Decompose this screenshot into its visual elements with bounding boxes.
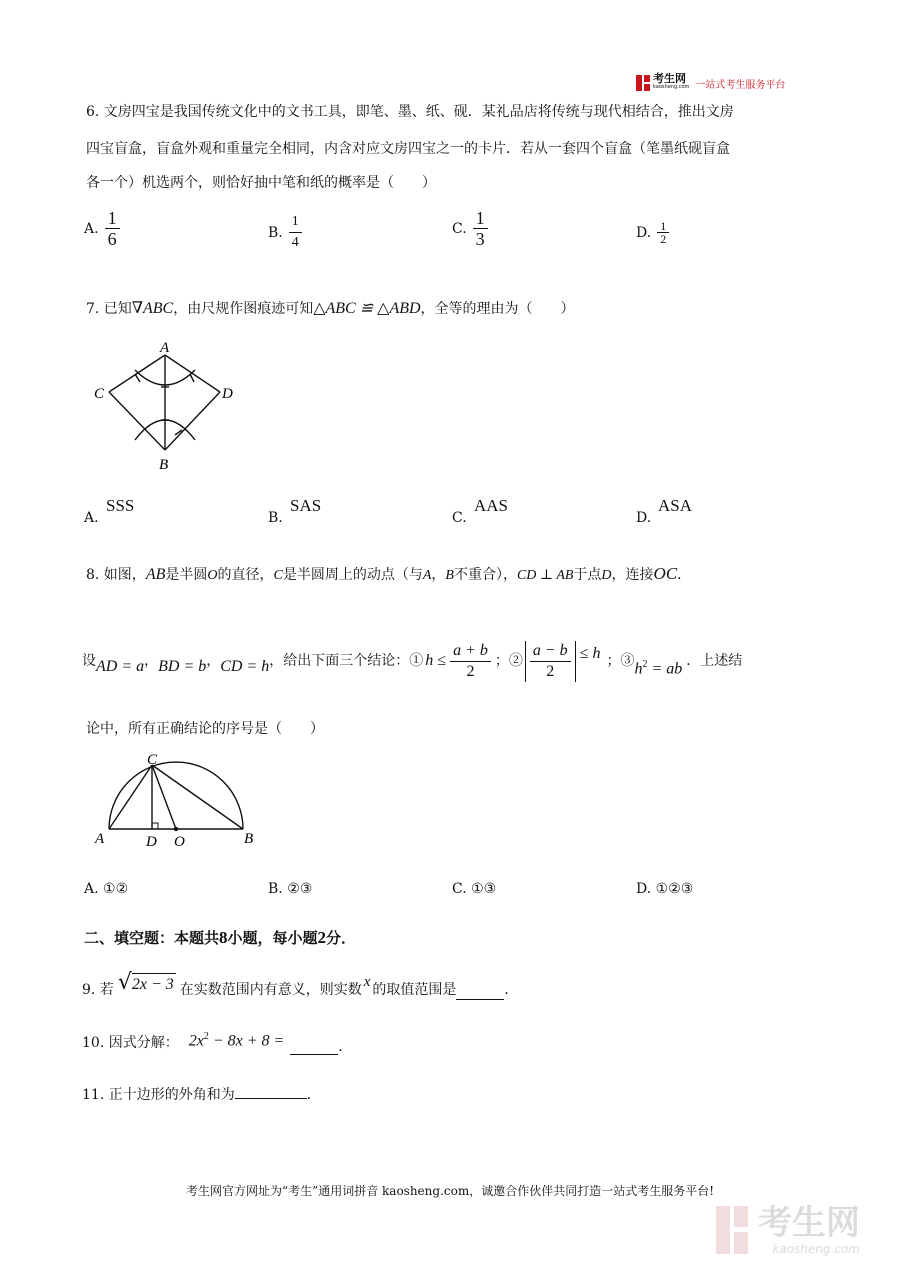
q8-conclusion-2-fraction: [530, 641, 571, 682]
q11-text: 11. 正十边形的外角和为: [82, 1087, 235, 1103]
header-slogan: 一站式考生服务平台: [695, 79, 786, 91]
q8-math: OC: [653, 564, 678, 583]
q6-line1: 6. 文房四宝是我国传统文化中的文书工具，即笔、墨、纸、砚．某礼品店将传统与现代相结合，推出文房: [86, 104, 734, 120]
q8-math: = ab: [647, 660, 683, 678]
q8-option-c[interactable]: [452, 879, 496, 899]
q10-expression: [189, 1027, 285, 1051]
q7-option-d-label: D.: [636, 510, 652, 526]
q8-text: ；②: [494, 653, 523, 669]
q8-text: 的直径，: [217, 567, 274, 583]
q6-option-c-fraction: [473, 208, 488, 249]
q8-text: 于点: [573, 567, 602, 583]
q8-math: D: [601, 568, 612, 583]
footer-text: 考生网官方网址为“考生”通用词拼音 kaosheng.com，诚邀合作伙伴共同打造一站式考生服务平台!: [185, 1184, 715, 1198]
q8-option-text: ①②: [103, 881, 129, 897]
q7-option-b-text: SAS: [290, 496, 322, 515]
watermark-cn: 考生网: [758, 1203, 860, 1243]
q8-math: AD = a: [96, 658, 145, 675]
q7-prefix: 7. 已知: [86, 301, 132, 317]
q8-text: 是半圆周上的动点（与: [282, 567, 423, 583]
q8-figure: [90, 748, 270, 852]
watermark-en: kaosheng.com: [772, 1242, 860, 1256]
q8-math: A: [422, 568, 432, 583]
right-angle-mark: [152, 823, 158, 829]
q8-math: B: [445, 568, 454, 583]
q9-text: 9. 若: [82, 982, 114, 998]
q7-suffix: ，全等的理由为（ ）: [420, 301, 575, 317]
q8-text: 是半圆: [165, 567, 208, 583]
q8-text: 不重合），: [453, 567, 517, 583]
fraction-numerator: 1: [657, 220, 669, 233]
q6-line3: 各一个）机选两个，则恰好抽中笔和纸的概率是（ ）: [86, 175, 436, 191]
q8-text: ，: [206, 653, 221, 669]
fraction-denominator: 6: [107, 229, 117, 249]
q8-exponent: 2: [642, 658, 648, 670]
q9-text: 的取值范围是: [372, 982, 457, 998]
q8-option-text: ②③: [287, 881, 313, 897]
q9-variable: x: [363, 974, 371, 990]
q8-option-label: A.: [84, 881, 99, 897]
q8-line3: 论中，所有正确结论的序号是（ ）: [86, 721, 324, 737]
fig8-label-a: A: [95, 831, 105, 847]
q9-text: 在实数范围内有意义，则实数: [179, 982, 362, 998]
section-text: 小题，每小题: [227, 929, 318, 947]
fraction-denominator: 4: [291, 235, 299, 250]
fraction-numerator: 1: [105, 208, 120, 229]
q6-option-b-label: B.: [268, 224, 283, 241]
q8-option-d[interactable]: [636, 879, 693, 899]
q8-option-label: C.: [452, 881, 467, 897]
section-2-title: [84, 928, 356, 948]
q7-option-b-label: B.: [268, 510, 283, 526]
q6-option-b[interactable]: [268, 212, 302, 253]
segment-ad: [165, 355, 220, 392]
q7-figure: [90, 340, 250, 475]
q8-conclusion-2-rel: ≤ h: [579, 645, 601, 662]
q8-math: O: [207, 568, 218, 583]
fig7-label-b: B: [159, 457, 169, 473]
q8-text: ，: [144, 653, 159, 669]
watermark-logo-icon: [716, 1206, 752, 1254]
q8-line1: [86, 564, 691, 586]
segment-cb: [152, 765, 243, 829]
q8-text: ，给出下面三个结论：①: [269, 653, 424, 669]
q8-math: BD = b: [158, 658, 207, 675]
tick-4: [190, 374, 194, 382]
kaosheng-logo-icon: [636, 75, 650, 91]
logo-cn: 考生网: [653, 72, 686, 85]
q11-text: ．: [306, 1087, 321, 1103]
q6-option-a[interactable]: [84, 208, 120, 249]
q9-radicand: 2x − 3: [132, 973, 176, 996]
q10-text: 10. 因式分解：: [82, 1035, 179, 1051]
q6-option-b-fraction: [289, 212, 302, 253]
watermark: [716, 1204, 860, 1256]
fig8-label-o: O: [174, 834, 185, 850]
q8-text: 设: [82, 653, 96, 669]
fraction-numerator: a − b: [530, 641, 571, 662]
q6-option-a-label: A.: [84, 220, 99, 237]
header-logo: [636, 74, 785, 92]
q8-option-text: ①②③: [655, 881, 694, 897]
q8-math: CD ⊥ AB: [516, 568, 574, 583]
q8-conclusion-3: [634, 655, 682, 679]
q8-text: ．: [677, 567, 692, 583]
q7-stem: [86, 299, 575, 319]
fraction-numerator: 1: [473, 208, 488, 229]
sqrt-icon: √: [117, 970, 132, 995]
q8-conclusion-1-fraction: [450, 641, 491, 682]
fig7-label-a: A: [160, 340, 170, 356]
q9-answer-blank[interactable]: [456, 985, 504, 1000]
q7-option-d-text: ASA: [658, 496, 693, 515]
q10-text: ．: [338, 1039, 353, 1055]
q8-text: 8. 如图，: [86, 567, 146, 583]
fig8-label-d: D: [146, 834, 157, 850]
q8-option-label: B.: [268, 881, 283, 897]
section-points: 2: [317, 928, 327, 947]
q8-text: ，: [431, 567, 446, 583]
q8-conclusion-1-lhs: h ≤: [425, 652, 447, 669]
q8-option-label: D.: [636, 881, 652, 897]
fraction-denominator: 3: [475, 229, 485, 249]
q6-line2: 四宝盲盒，盲盒外观和重量完全相同，内含对应文房四宝之一的卡片．若从一套四个盲盒（笔墨纸砚盲盒: [86, 141, 730, 157]
fig7-label-d: D: [222, 386, 233, 402]
q7-triangle: ∇ABC: [131, 300, 174, 317]
q7-option-b[interactable]: [268, 496, 388, 526]
q8-line2: [82, 636, 742, 686]
q8-option-text: ①③: [471, 881, 497, 897]
q10-math: 2x: [188, 1032, 204, 1050]
q6-option-a-fraction: [105, 208, 120, 249]
tick-3: [135, 374, 140, 382]
sqrt-expression: [118, 970, 176, 996]
fraction-denominator: 2: [466, 662, 475, 680]
q7-option-a-text: SSS: [106, 496, 135, 515]
q8-math: AB: [145, 566, 166, 583]
q8-math: CD = h: [220, 658, 270, 675]
q8-math: h: [634, 660, 643, 678]
fig8-label-c: C: [147, 752, 158, 768]
fraction-denominator: 2: [660, 232, 667, 246]
semicircle: [109, 762, 243, 829]
fig8-label-b: B: [244, 831, 254, 847]
q7-option-c-label: C.: [452, 510, 467, 526]
q7-congruence: △ABC ≌ △ABD: [313, 300, 421, 317]
segment-co: [152, 765, 176, 829]
q10-stem: [82, 1028, 352, 1058]
fig7-label-c: C: [94, 386, 105, 402]
q9-text: ．: [504, 982, 519, 998]
q7-option-c[interactable]: [452, 496, 572, 526]
q10-answer-blank[interactable]: [290, 1040, 338, 1055]
q6-option-d-fraction: [657, 220, 669, 245]
q7-option-a[interactable]: [84, 496, 204, 526]
q7-option-c-text: AAS: [474, 496, 509, 515]
center-o-dot: [174, 827, 178, 831]
q6-option-c-label: C.: [452, 220, 467, 237]
q10-math: − 8x + 8 =: [208, 1032, 285, 1050]
q6-option-c[interactable]: [452, 208, 488, 249]
section-count: 8: [219, 928, 228, 947]
q11-answer-blank[interactable]: [235, 1084, 307, 1099]
q6-option-d[interactable]: [636, 220, 669, 245]
q7-mid: ，由尺规作图痕迹可知: [173, 301, 314, 317]
q7-option-d[interactable]: [636, 496, 756, 526]
fraction-numerator: a + b: [450, 641, 491, 662]
fraction-numerator: 1: [289, 212, 302, 233]
q9-stem: [82, 966, 518, 1000]
fraction-denominator: 2: [546, 662, 555, 680]
q8-math: C: [273, 568, 283, 583]
section-text: 分．: [326, 929, 357, 947]
q8-option-b[interactable]: [268, 879, 312, 899]
q7-option-a-label: A.: [84, 510, 99, 526]
segment-ca: [109, 765, 152, 829]
logo-en: kaosheng.com: [653, 84, 690, 90]
section-text: 二、填空题：本题共: [84, 929, 220, 947]
segment-ca: [109, 355, 165, 392]
q8-conclusion-2-abs: [525, 641, 576, 682]
q8-text: ，连接: [611, 567, 654, 583]
q11-stem: [82, 1084, 321, 1105]
q6-option-d-label: D.: [636, 224, 652, 241]
q10-exponent: 2: [203, 1030, 209, 1042]
q8-text: ；③: [606, 653, 635, 669]
q8-text: ．上述结: [686, 653, 743, 669]
q8-option-a[interactable]: [84, 879, 128, 899]
